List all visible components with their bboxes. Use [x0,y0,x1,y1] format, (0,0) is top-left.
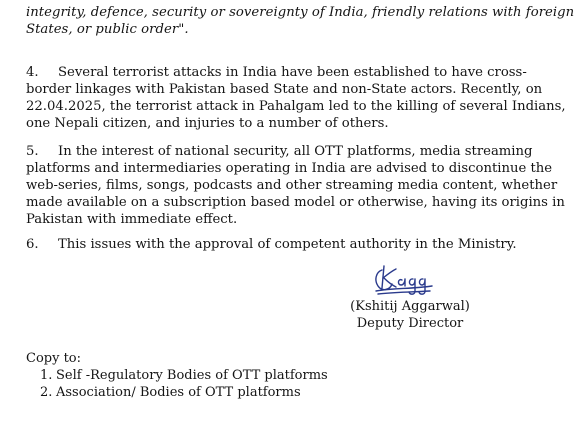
paragraph-line: one Nepali citizen, and injuries to a number of others. [26,116,389,131]
list-item [40,384,328,401]
paragraph-line [26,64,527,81]
list-item-text: Association/ Bodies of OTT platforms [56,385,301,400]
paragraph-number: 6. [26,237,39,252]
list-item [40,367,328,384]
paragraph-line: made available on a subscription based model or otherwise, having its origins in [26,195,565,210]
list-item-text: Self -Regulatory Bodies of OTT platforms [56,368,328,383]
paragraph-number: 5. [26,144,39,159]
paragraph-line-text: In the interest of national security, all OTT platforms, media streaming [58,144,533,159]
paragraph-line: platforms and intermediaries operating in India are advised to discontinue the [26,161,553,176]
list-item-number: 2. [40,385,53,400]
paragraph-line: web-series, films, songs, podcasts and other streaming media content, whether [26,178,558,193]
paragraph-line: 22.04.2025, the terrorist attack in Pahalgam led to the killing of several Indians, [26,99,566,114]
paragraph-line [26,236,517,253]
paragraph-line-text: This issues with the approval of competent authority in the Ministry. [58,237,517,252]
paragraph-4 [26,64,566,132]
paragraph-line: States, or public order". [26,22,189,37]
copy-to-list [40,367,328,401]
paragraph-line: border linkages with Pakistan based State and non-State actors. Recently, on [26,82,543,97]
paragraph-6 [26,236,517,253]
signature-block [350,258,470,368]
paragraph-number: 4. [26,65,39,80]
copy-to-heading: Copy to: [26,351,82,366]
handwritten-signature [368,258,438,298]
paragraph-continuation [26,4,574,38]
paragraph-line: integrity, defence, security or sovereignty of India, friendly relations with foreign [26,5,574,20]
paragraph-5 [26,143,565,228]
signatory-name: (Kshitij Aggarwal) [350,299,470,314]
list-item-number: 1. [40,368,53,383]
paragraph-line: Pakistan with immediate effect. [26,212,238,227]
paragraph-line [26,143,533,160]
paragraph-line-text: Several terrorist attacks in India have been established to have cross- [58,65,527,80]
signatory-designation: Deputy Director [356,316,464,331]
